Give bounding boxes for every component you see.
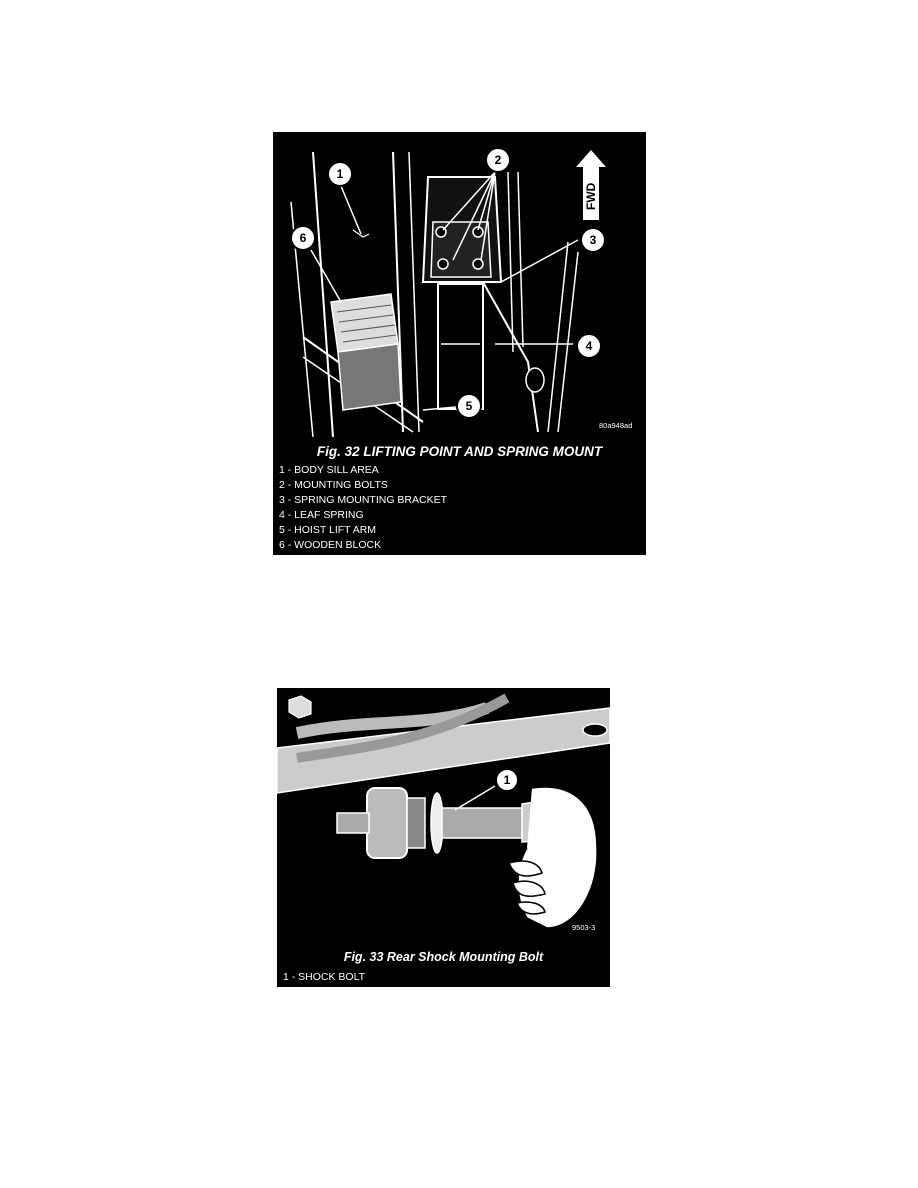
callout-2	[486, 148, 510, 172]
legend-item: 1 - BODY SILL AREA	[279, 464, 379, 476]
figure-32-lifting-point	[273, 132, 646, 555]
svg-text:5: 5	[465, 399, 473, 413]
shock-bushing	[337, 788, 425, 858]
lifting-point-illustration	[273, 132, 646, 437]
callout-3	[581, 228, 605, 252]
callout-1	[328, 162, 352, 186]
legend-item: 4 - LEAF SPRING	[279, 509, 364, 521]
figure-legend	[279, 463, 447, 553]
legend-item: 2 - MOUNTING BOLTS	[279, 479, 388, 491]
legend-item: 1 - SHOCK BOLT	[283, 971, 366, 983]
wooden-block	[331, 294, 401, 410]
callout-6-leader	[311, 250, 341, 302]
legend-item: 5 - HOIST LIFT ARM	[279, 524, 377, 536]
svg-text:1: 1	[336, 167, 344, 181]
callout-1-leader	[455, 786, 495, 810]
figure-legend	[283, 970, 365, 985]
callout-4	[577, 334, 601, 358]
svg-text:6: 6	[299, 231, 307, 245]
figure-33-shock-bolt	[277, 688, 610, 987]
leaf-spring	[438, 282, 538, 432]
callout-1	[496, 769, 518, 791]
figure-caption: Fig. 32 LIFTING POINT AND SPRING MOUNT	[316, 444, 603, 459]
figure-caption: Fig. 33 Rear Shock Mounting Bolt	[343, 950, 544, 964]
svg-text:2: 2	[494, 153, 502, 167]
svg-text:1: 1	[503, 773, 511, 787]
callout-1-leader	[341, 186, 361, 234]
image-code: 80a948ad	[599, 421, 633, 430]
svg-text:4: 4	[585, 339, 593, 353]
legend-item: 3 - SPRING MOUNTING BRACKET	[279, 494, 448, 506]
legend-item: 6 - WOODEN BLOCK	[279, 539, 382, 551]
svg-text:FWD: FWD	[584, 182, 598, 210]
forward-direction-arrow-icon	[576, 150, 606, 220]
callout-6	[291, 226, 315, 250]
callout-5	[457, 394, 481, 418]
shock-bolt-illustration	[277, 688, 610, 940]
svg-text:3: 3	[589, 233, 597, 247]
image-code: 9503-3	[572, 923, 596, 932]
